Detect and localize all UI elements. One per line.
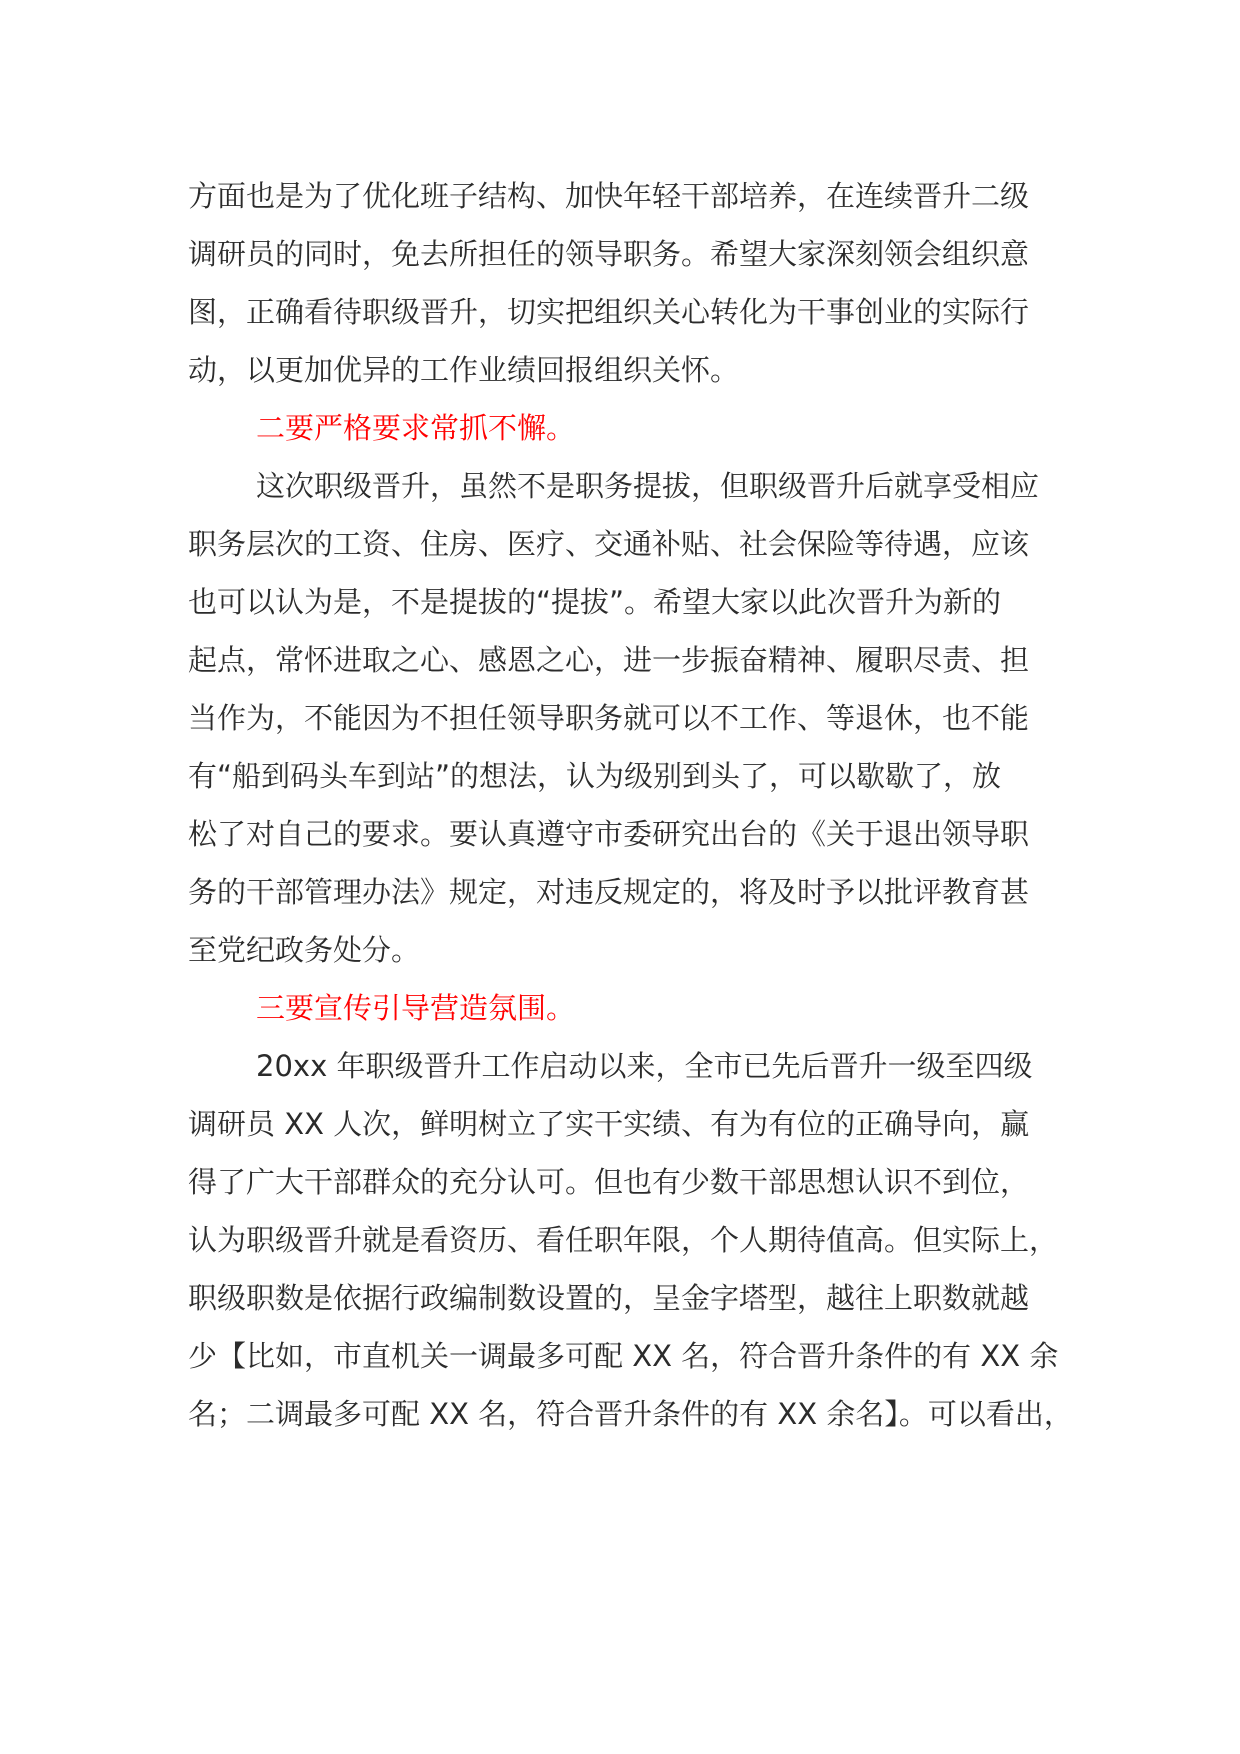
section-heading: 二要严格要求常抓不懈。 xyxy=(256,411,576,445)
paragraph-line: 职务层次的工资、住房、医疗、交通补贴、社会保险等待遇，应该 xyxy=(188,527,1030,561)
paragraph-line: 务的干部管理办法》规定，对违反规定的，将及时予以批评教育甚 xyxy=(188,875,1030,909)
paragraph-line: 20xx 年职级晋升工作启动以来，全市已先后晋升一级至四级 xyxy=(256,1049,1033,1083)
paragraph-line: 松了对自己的要求。要认真遵守市委研究出台的《关于退出领导职 xyxy=(188,817,1030,851)
paragraph-line: 调研员 XX 人次，鲜明树立了实干实绩、有为有位的正确导向，赢 xyxy=(188,1107,1030,1141)
paragraph-line: 至党纪政务处分。 xyxy=(188,933,421,967)
paragraph-line: 调研员的同时，免去所担任的领导职务。希望大家深刻领会组织意 xyxy=(188,237,1030,271)
paragraph-line: 得了广大干部群众的充分认可。但也有少数干部思想认识不到位， xyxy=(188,1165,1030,1199)
paragraph-line: 职级职数是依据行政编制数设置的，呈金字塔型，越往上职数就越 xyxy=(188,1281,1030,1315)
paragraph-line: 认为职级晋升就是看资历、看任职年限，个人期待值高。但实际上， xyxy=(188,1223,1059,1257)
paragraph-line: 有“船到码头车到站”的想法，认为级别到头了，可以歇歇了，放 xyxy=(188,759,1002,793)
paragraph-line: 方面也是为了优化班子结构、加快年轻干部培养，在连续晋升二级 xyxy=(188,179,1030,213)
paragraph-line: 也可以认为是，不是提拔的“提拔”。希望大家以此次晋升为新的 xyxy=(188,585,1002,619)
paragraph-line: 这次职级晋升，虽然不是职务提拔，但职级晋升后就享受相应 xyxy=(256,469,1040,503)
paragraph-line: 图，正确看待职级晋升，切实把组织关心转化为干事创业的实际行 xyxy=(188,295,1030,329)
paragraph-line: 名；二调最多可配 XX 名，符合晋升条件的有 XX 余名】。可以看出， xyxy=(188,1397,1073,1431)
paragraph-line: 动，以更加优异的工作业绩回报组织关怀。 xyxy=(188,353,740,387)
paragraph-line: 当作为，不能因为不担任领导职务就可以不工作、等退休，也不能 xyxy=(188,701,1030,735)
paragraph-line: 起点，常怀进取之心、感恩之心，进一步振奋精神、履职尽责、担 xyxy=(188,643,1030,677)
paragraph-line: 少【比如，市直机关一调最多可配 XX 名，符合晋升条件的有 XX 余 xyxy=(188,1339,1059,1373)
section-heading: 三要宣传引导营造氛围。 xyxy=(256,991,576,1025)
